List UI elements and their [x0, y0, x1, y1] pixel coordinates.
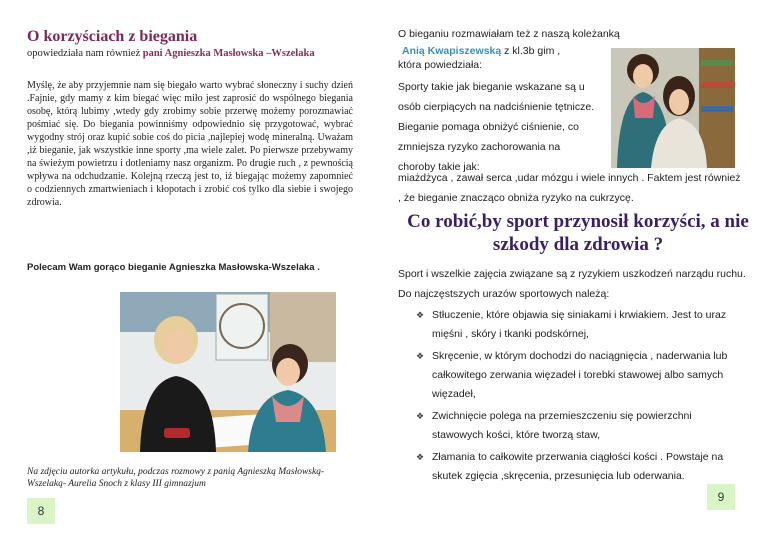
section-intro: Sport i wszelkie zajęcia związane są z ryzykiem uszkodzeń narządu ruchu. Do najczęstszych urazów sportowych należą: — [398, 268, 746, 300]
quote-part-2: miażdżyca , zawał serca ,udar mózgu i wiele innych . Faktem jest również , że bieganie znacząco obniża ryzyko na cukrzycę. — [398, 172, 741, 204]
list-item — [416, 448, 736, 486]
list-item-text: Skręcenie, w którym dochodzi do naciągnięcia , naderwania lub całkowitego zerwania więzadeł i torebki stawowej albo samych więzadeł, — [432, 350, 728, 400]
diamond-bullet-icon: ❖ — [416, 310, 425, 320]
students-photo — [611, 48, 735, 168]
page-number: 9 — [707, 484, 735, 510]
right-page — [384, 0, 768, 541]
injury-list — [416, 306, 736, 489]
student-name: Anią Kwapiszewską — [402, 45, 502, 57]
article-body: Myślę, że aby przyjemnie nam się biegało warto wybrać słoneczny i suchy dzień .Fajnie, gdy mamy z kim biegać więc miło jest zaprosić do wspólnego biegania osobę, którą lubimy ,wtedy gdy zrobimy sobie przerwę możemy porozmawiać pośmiać się. Do biegania powinniśmy odpowiednio się przygotować, wybrać wygodny strój oraz kupić sobie coś do picia ,najlepiej wodę mineralną. Uważam ,iż bieganie, jak wszystkie inne sporty ,ma wiele zalet. Po pierwsze przebywamy na świeżym powietrzu i dotleniamy nasz organizm. Po drugie ruch , z pewnością wpływa na odchudzanie. Kolejną rzeczą jest to, iż biegając możemy zapomnieć o codziennych zmartwieniach i kłopotach i zrobić coś tylko dla siebie i swojego zdrowia. — [27, 80, 353, 208]
list-item-text: Złamania to całkowite przerwania ciągłości kości . Powstaje na skutek zgięcia ,skręcenia, przesunięcia lub oderwania. — [432, 451, 724, 482]
interview-photo — [120, 292, 336, 452]
list-item — [416, 306, 736, 344]
article-title: O korzyściach z biegania — [27, 28, 198, 45]
diamond-bullet-icon: ❖ — [416, 452, 425, 462]
interview-lead: O bieganiu rozmawiałam też z naszą koleżanką — [398, 28, 620, 40]
intro-prefix: opowiedziała nam również — [27, 48, 143, 59]
student-line — [402, 45, 560, 57]
signature: Polecam Wam gorąco bieganie Agnieszka Masłowska-Wszelaka . — [27, 262, 320, 273]
page-number: 8 — [27, 498, 55, 524]
quote-part-1: Sporty takie jak bieganie wskazane są u osób cierpiących na nadciśnienie tętnicze. Bieganie pomaga obniżyć ciśnienie, co zmniejsza ryzyko zachorowania na choroby takie jak: — [398, 81, 595, 173]
photo-caption: Na zdjęciu autorka artykułu, podczas rozmowy z panią Agnieszką Masłowską-Wszelaką- Aurelia Snoch z klasy III gimnazjum — [27, 467, 325, 489]
section-heading: Co robić,by sport przynosił korzyści, a nie szkody dla zdrowia ? — [407, 211, 749, 255]
said-line: która powiedziała: — [398, 59, 483, 71]
list-item — [416, 347, 736, 404]
interviewee-name: pani Agnieszka Masłowska –Wszelaka — [142, 48, 315, 59]
list-item — [416, 407, 736, 445]
intro-line — [27, 48, 327, 60]
student-class: z kl.3b gim , — [501, 45, 561, 57]
list-item-text: Zwichnięcie polega na przemieszczeniu się powierzchni stawowych kości, które tworzą staw, — [432, 410, 692, 441]
list-item-text: Stłuczenie, które objawia się siniakami i krwiakiem. Jest to uraz mięśni , skóry i tkanki podskórnej, — [432, 309, 727, 340]
diamond-bullet-icon: ❖ — [416, 351, 425, 361]
diamond-bullet-icon: ❖ — [416, 411, 425, 421]
